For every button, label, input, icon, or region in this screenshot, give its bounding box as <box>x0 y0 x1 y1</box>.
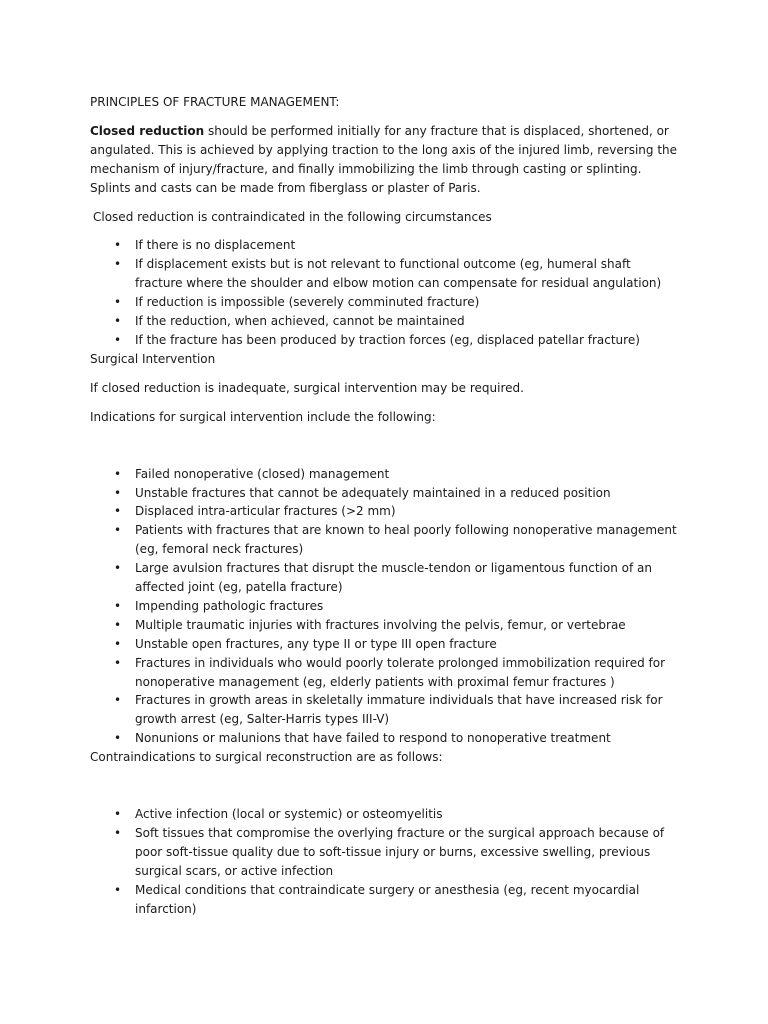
list-item: • If the fracture has been produced by traction forces (eg, displaced patellar fracture) <box>90 331 680 350</box>
list-item: • Soft tissues that compromise the overlying fracture or the surgical approach because of poor soft-tissue quality due to soft-tissue injury or burns, excessive swelling, previous surgical scars, or active infection <box>90 824 680 881</box>
list-item: • Multiple traumatic injuries with fractures involving the pelvis, femur, or vertebrae <box>90 616 680 635</box>
list-item: • If reduction is impossible (severely comminuted fracture) <box>90 293 680 312</box>
closed-contra-intro: Closed reduction is contraindicated in the following circumstances <box>93 209 492 224</box>
list-item: • Nonunions or malunions that have failed to respond to nonoperative treatment <box>90 729 680 748</box>
list-item: • Medical conditions that contraindicate surgery or anesthesia (eg, recent myocardial infarction) <box>90 881 680 919</box>
list-item: • If displacement exists but is not relevant to functional outcome (eg, humeral shaft fracture where the shoulder and elbow motion can compensate for residual angulation) <box>90 255 680 293</box>
list-item: • Displaced intra-articular fractures (>2 mm) <box>90 502 680 521</box>
list-item: • Patients with fractures that are known to heal poorly following nonoperative management (eg, femoral neck fractures) <box>90 521 680 559</box>
list-item: • If there is no displacement <box>90 236 680 255</box>
list-item: • Fractures in growth areas in skeletally immature individuals that have increased risk for growth arrest (eg, Salter-Harris types III-V) <box>90 691 680 729</box>
closed-contra-list <box>90 236 680 349</box>
surgical-paragraph: If closed reduction is inadequate, surgical intervention may be required. <box>90 380 524 395</box>
indications-intro: Indications for surgical intervention include the following: <box>90 409 436 424</box>
list-item: • Unstable open fractures, any type II or type III open fracture <box>90 635 680 654</box>
list-item: • Fractures in individuals who would poorly tolerate prolonged immobilization required for nonoperative management (eg, elderly patients with proximal femur fractures ) <box>90 654 680 692</box>
document-body <box>90 93 680 919</box>
list-item: • Impending pathologic fractures <box>90 597 680 616</box>
intro-paragraph <box>90 122 680 198</box>
document-title: PRINCIPLES OF FRACTURE MANAGEMENT: <box>90 95 340 109</box>
surgical-heading: Surgical Intervention <box>90 351 216 366</box>
intro-lead-bold: Closed reduction <box>90 123 205 138</box>
list-item: • Active infection (local or systemic) or osteomyelitis <box>90 805 680 824</box>
surgical-contra-intro: Contraindications to surgical reconstruction are as follows: <box>90 750 443 765</box>
list-item: • Unstable fractures that cannot be adequately maintained in a reduced position <box>90 484 680 503</box>
list-item: • If the reduction, when achieved, cannot be maintained <box>90 312 680 331</box>
list-item: • Large avulsion fractures that disrupt the muscle-tendon or ligamentous function of an affected joint (eg, patella fracture) <box>90 559 680 597</box>
indications-list <box>90 465 680 749</box>
list-item: • Failed nonoperative (closed) management <box>90 465 680 484</box>
surgical-contra-list <box>90 805 680 918</box>
intro-text: should be performed initially for any fracture that is displaced, shortened, or angulated. This is achieved by applying traction to the long axis of the injured limb, reversing the mechanism of injury/fracture, and finally immobilizing the limb through casting or splinting. Splints and casts can be made from fiberglass or plaster of Paris. <box>90 123 678 195</box>
